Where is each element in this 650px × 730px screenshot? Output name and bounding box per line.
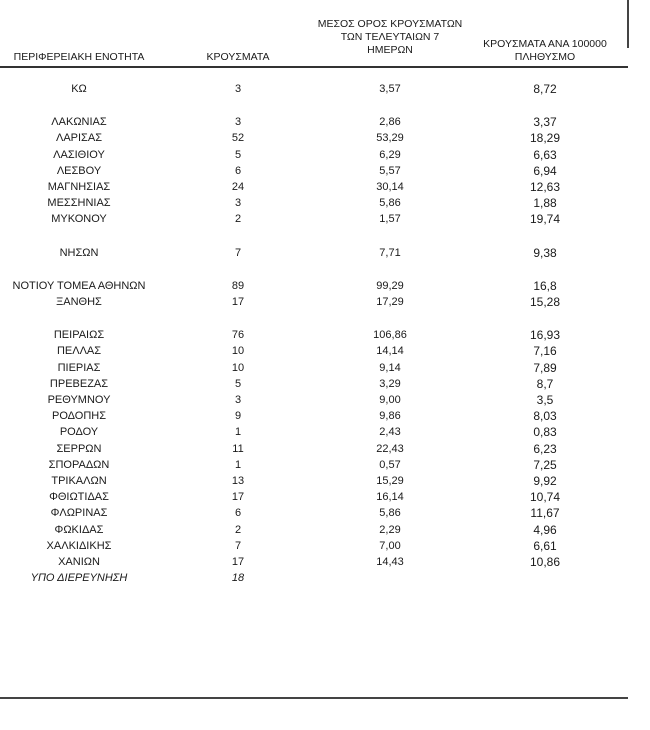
per100k-cell: 6,23 xyxy=(533,442,557,456)
per100k-cell: 9,92 xyxy=(533,474,557,488)
header-avg7-line2: ΤΩΝ ΤΕΛΕΥΤΑΙΩΝ 7 xyxy=(340,31,440,43)
cases-cell: 6 xyxy=(234,165,242,177)
table-row xyxy=(0,163,628,179)
table-row xyxy=(0,294,628,310)
cases-cell: 5 xyxy=(234,149,242,161)
avg7-cell: 22,43 xyxy=(376,443,404,455)
cases-cell: 3 xyxy=(234,83,242,95)
cases-cell: 3 xyxy=(234,116,242,128)
region-cell: ΛΑΣΙΘΙΟΥ xyxy=(53,149,105,161)
avg7-cell: 15,29 xyxy=(376,475,404,487)
table-row xyxy=(0,522,628,538)
table-row xyxy=(0,147,628,163)
per100k-cell: 9,38 xyxy=(533,246,557,260)
per100k-cell: 12,63 xyxy=(529,180,561,194)
region-cell: ΜΑΓΝΗΣΙΑΣ xyxy=(47,181,111,193)
cases-cell: 17 xyxy=(231,491,245,503)
avg7-cell: 5,86 xyxy=(379,197,401,209)
region-cell: ΦΩΚΙΔΑΣ xyxy=(54,524,104,536)
cases-cell: 17 xyxy=(231,556,245,568)
per100k-cell: 1,88 xyxy=(533,196,557,210)
cases-cell: 2 xyxy=(234,524,242,536)
avg7-cell: 6,29 xyxy=(379,149,401,161)
region-cell: ΧΑΝΙΩΝ xyxy=(58,556,100,568)
cases-cell: 3 xyxy=(234,197,242,209)
per100k-cell: 19,74 xyxy=(529,212,561,226)
avg7-cell: 9,86 xyxy=(379,410,401,422)
avg7-cell: 30,14 xyxy=(376,181,404,193)
cases-cell: 10 xyxy=(231,345,245,357)
avg7-cell: 2,43 xyxy=(379,426,401,438)
avg7-cell: 3,29 xyxy=(379,378,401,390)
table-row xyxy=(0,376,628,392)
cases-cell: 7 xyxy=(234,540,242,552)
per100k-cell: 10,86 xyxy=(529,555,561,569)
avg7-cell: 14,43 xyxy=(376,556,404,568)
cases-cell: 11 xyxy=(232,443,244,455)
region-cell: ΡΟΔΟΠΗΣ xyxy=(51,410,107,422)
avg7-cell: 5,57 xyxy=(379,165,401,177)
avg7-cell: 53,29 xyxy=(376,132,404,144)
bottom-rule xyxy=(0,697,628,699)
table-row xyxy=(0,473,628,489)
avg7-cell: 2,29 xyxy=(379,524,401,536)
table-row xyxy=(0,81,628,97)
table-row xyxy=(0,554,628,570)
per100k-cell: 15,28 xyxy=(529,295,561,309)
region-cell: ΝΟΤΙΟΥ ΤΟΜΕΑ ΑΘΗΝΩΝ xyxy=(12,280,146,292)
cases-cell: 13 xyxy=(231,475,245,487)
header-region: ΠΕΡΙΦΕΡΕΙΑΚΗ ΕΝΟΤΗΤΑ xyxy=(13,51,145,63)
region-cell: ΠΙΕΡΙΑΣ xyxy=(57,362,101,374)
table-row xyxy=(0,195,628,211)
table-row xyxy=(0,327,628,343)
region-cell: ΚΩ xyxy=(71,83,87,95)
cases-cell: 9 xyxy=(234,410,242,422)
cases-cell: 52 xyxy=(231,132,245,144)
header-avg7-line3: ΗΜΕΡΩΝ xyxy=(367,44,413,56)
cases-cell: 17 xyxy=(231,296,245,308)
table-row xyxy=(0,360,628,376)
per100k-cell: 10,74 xyxy=(529,490,561,504)
avg7-cell: 7,71 xyxy=(379,247,401,259)
per100k-cell: 8,72 xyxy=(533,82,557,96)
per100k-cell: 11,67 xyxy=(530,506,560,520)
per100k-cell: 6,61 xyxy=(533,539,557,553)
avg7-cell: 16,14 xyxy=(376,491,404,503)
region-cell: ΜΥΚΟΝΟΥ xyxy=(51,213,107,225)
cases-cell: 10 xyxy=(231,362,245,374)
table-row xyxy=(0,114,628,130)
avg7-cell: 7,00 xyxy=(379,540,401,552)
table-row xyxy=(0,408,628,424)
table-row xyxy=(0,278,628,294)
avg7-cell: 106,86 xyxy=(373,329,407,341)
cases-cell: 89 xyxy=(231,280,245,292)
avg7-cell: 99,29 xyxy=(376,280,404,292)
per100k-cell: 8,03 xyxy=(533,409,557,423)
region-cell: ΛΕΣΒΟΥ xyxy=(56,165,102,177)
per100k-cell: 3,37 xyxy=(533,115,557,129)
header-per100k-line2: ΠΛΗΘΥΣΜΟ xyxy=(514,51,576,63)
region-cell: ΦΘΙΩΤΙΔΑΣ xyxy=(49,491,109,503)
per100k-cell: 7,89 xyxy=(533,361,557,375)
region-cell: ΛΑΡΙΣΑΣ xyxy=(55,132,102,144)
region-cell: ΡΕΘΥΜΝΟΥ xyxy=(47,394,111,406)
cases-cell: 18 xyxy=(231,572,245,584)
region-cell: ΠΕΛΛΑΣ xyxy=(56,345,102,357)
table-row xyxy=(0,424,628,440)
table-row xyxy=(0,130,628,146)
cases-cell: 1 xyxy=(234,426,242,438)
per100k-cell: 16,93 xyxy=(529,328,561,342)
avg7-cell: 9,14 xyxy=(379,362,401,374)
per100k-cell: 4,96 xyxy=(533,523,557,537)
cases-cell: 5 xyxy=(234,378,242,390)
region-cell: ΣΠΟΡΑΔΩΝ xyxy=(48,459,110,471)
table-row xyxy=(0,245,628,261)
cases-cell: 24 xyxy=(231,181,245,193)
per100k-cell: 3,5 xyxy=(536,393,554,407)
avg7-cell: 14,14 xyxy=(376,345,404,357)
table-row xyxy=(0,392,628,408)
avg7-cell: 3,57 xyxy=(379,83,401,95)
region-cell: ΜΕΣΣΗΝΙΑΣ xyxy=(47,197,111,209)
avg7-cell: 0,57 xyxy=(379,459,401,471)
region-cell: ΣΕΡΡΩΝ xyxy=(56,443,102,455)
region-cell: ΠΕΙΡΑΙΩΣ xyxy=(53,329,105,341)
header-cases: ΚΡΟΥΣΜΑΤΑ xyxy=(206,51,270,63)
region-cell: ΡΟΔΟΥ xyxy=(59,426,99,438)
region-cell: ΛΑΚΩΝΙΑΣ xyxy=(51,116,107,128)
table-row xyxy=(0,457,628,473)
table-row xyxy=(0,505,628,521)
table-row xyxy=(0,538,628,554)
cases-cell: 1 xyxy=(234,459,242,471)
cases-cell: 7 xyxy=(234,247,242,259)
table-row xyxy=(0,570,628,586)
header-avg7-line1: ΜΕΣΟΣ ΟΡΟΣ ΚΡΟΥΣΜΑΤΩΝ xyxy=(317,18,463,30)
cases-cell: 3 xyxy=(234,394,242,406)
per100k-cell: 7,16 xyxy=(533,344,557,358)
avg7-cell: 2,86 xyxy=(379,116,401,128)
cases-cell: 6 xyxy=(234,507,242,519)
per100k-cell: 18,29 xyxy=(529,131,561,145)
per100k-cell: 16,8 xyxy=(533,279,557,293)
cases-cell: 76 xyxy=(231,329,245,341)
table-row xyxy=(0,343,628,359)
per100k-cell xyxy=(490,570,600,586)
per100k-cell: 7,25 xyxy=(533,458,557,472)
avg7-cell: 1,57 xyxy=(379,213,401,225)
region-cell: ΞΑΝΘΗΣ xyxy=(56,296,102,308)
region-cell: ΤΡΙΚΑΛΩΝ xyxy=(51,475,107,487)
table-row xyxy=(0,211,628,227)
avg7-cell xyxy=(330,570,450,586)
avg7-cell: 5,86 xyxy=(379,507,401,519)
per100k-cell: 6,94 xyxy=(533,164,557,178)
header-per100k-line1: ΚΡΟΥΣΜΑΤΑ ΑΝΑ 100000 xyxy=(483,38,607,50)
avg7-cell: 9,00 xyxy=(379,394,401,406)
table-row xyxy=(0,441,628,457)
avg7-cell: 17,29 xyxy=(376,296,404,308)
table-row xyxy=(0,179,628,195)
region-cell: ΥΠΟ ΔΙΕΡΕΥΝΗΣΗ xyxy=(30,572,128,584)
region-cell: ΝΗΣΩΝ xyxy=(59,247,99,259)
per100k-cell: 8,7 xyxy=(536,377,554,391)
cases-cell: 2 xyxy=(234,213,242,225)
region-cell: ΠΡΕΒΕΖΑΣ xyxy=(49,378,109,390)
table-row xyxy=(0,489,628,505)
region-cell: ΧΑΛΚΙΔΙΚΗΣ xyxy=(46,540,112,552)
per100k-cell: 0,83 xyxy=(533,425,557,439)
region-cell: ΦΛΩΡΙΝΑΣ xyxy=(50,507,108,519)
per100k-cell: 6,63 xyxy=(533,148,557,162)
